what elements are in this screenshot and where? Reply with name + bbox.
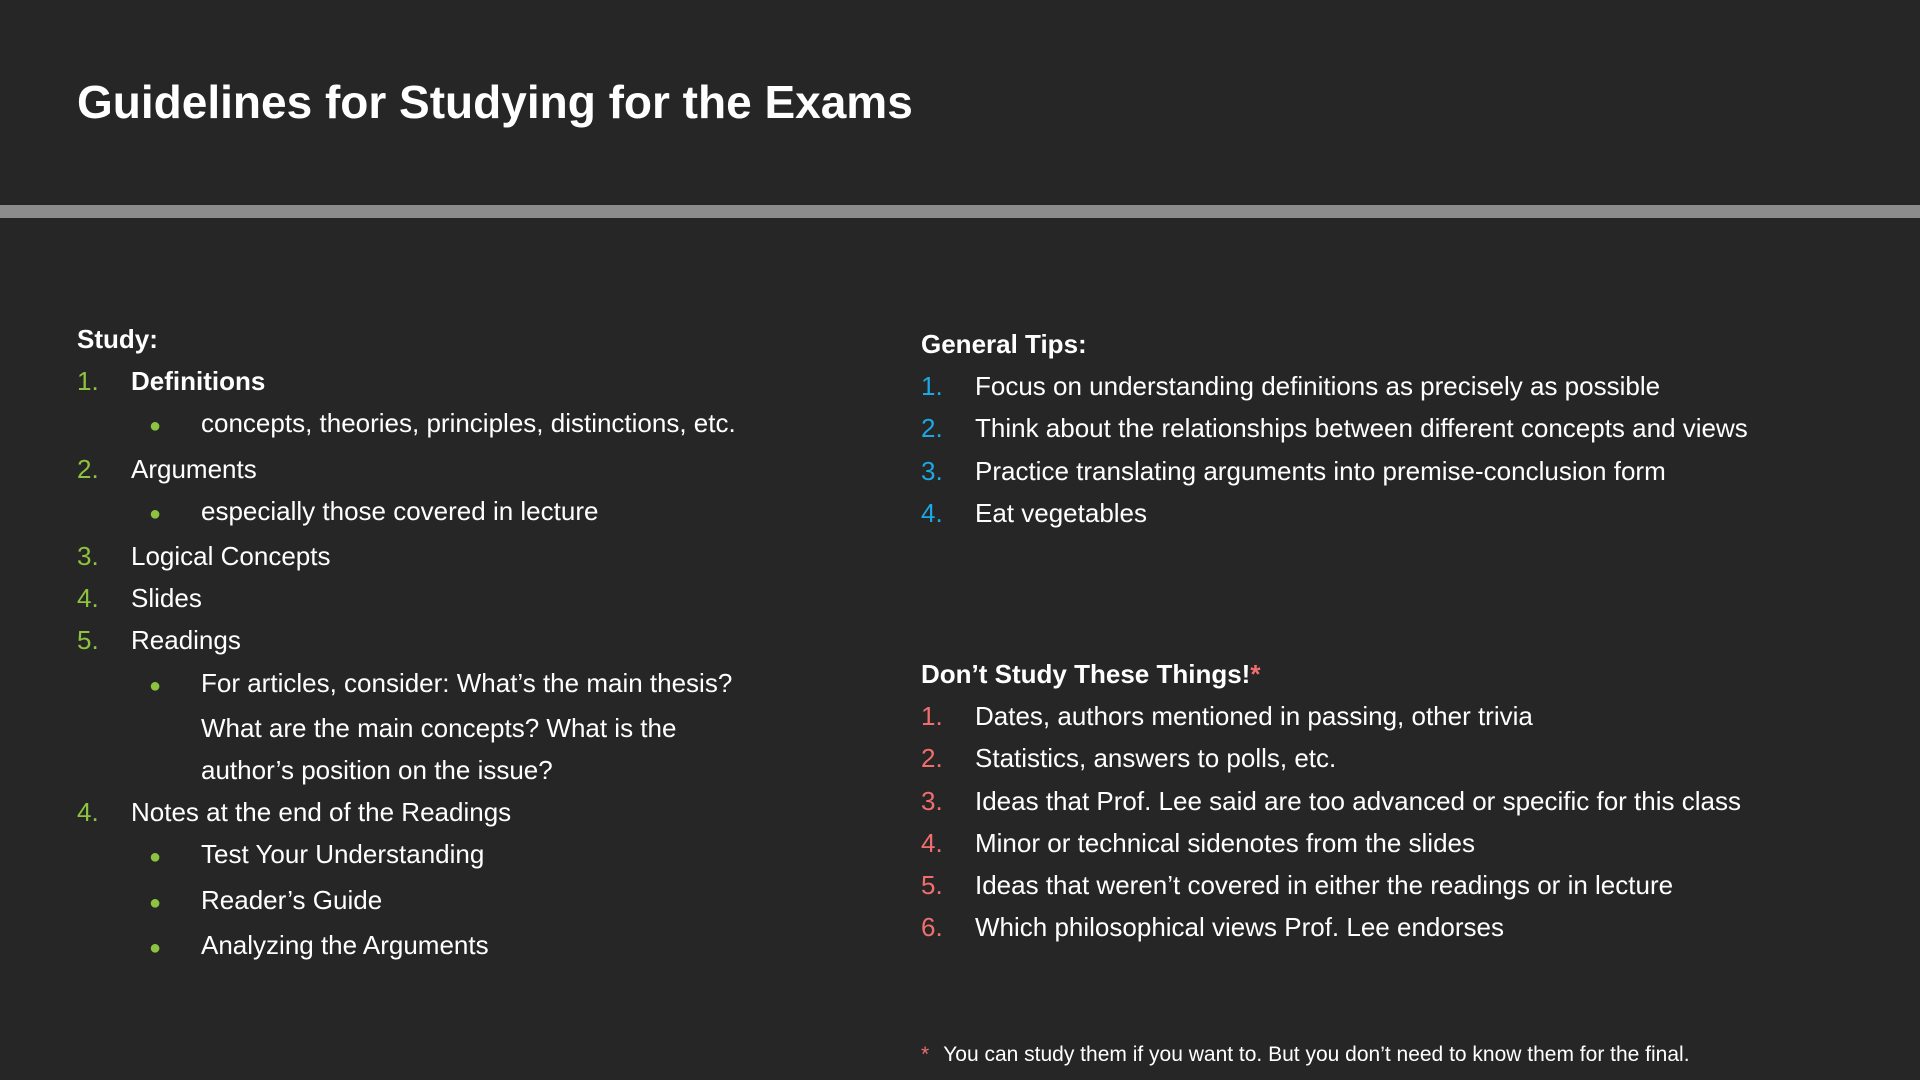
footnote [921, 1040, 1690, 1070]
tip-item-label: Eat vegetables [975, 497, 1148, 528]
study-item-number: 2. [77, 453, 99, 484]
tip-item-number: 3. [921, 455, 943, 486]
study-subitem-continuation [77, 707, 817, 749]
title-divider [0, 205, 1920, 218]
study-subitem-text: What are the main concepts? What is the [201, 712, 677, 743]
study-item-label: Notes at the end of the Readings [131, 797, 512, 828]
study-section [77, 318, 817, 969]
tip-item [921, 492, 1901, 534]
bullet-icon: ● [149, 936, 162, 959]
study-item-number: 5. [77, 625, 99, 656]
dont-study-item-label: Dates, authors mentioned in passing, other trivia [975, 701, 1533, 732]
footnote-asterisk: * [921, 1043, 930, 1066]
study-subitem [77, 924, 817, 969]
tip-item-number: 2. [921, 413, 943, 444]
bullet-icon: ● [149, 846, 162, 869]
study-item [77, 577, 817, 619]
study-subitem [77, 879, 817, 924]
study-item [77, 535, 817, 577]
dont-study-item [921, 822, 1901, 864]
dont-study-item-number: 6. [921, 912, 943, 943]
dont-study-item-number: 3. [921, 785, 943, 816]
study-subitem [77, 662, 817, 707]
tip-item [921, 365, 1901, 407]
footnote-text: You can study them if you want to. But you don’t need to know them for the final. [943, 1043, 1690, 1066]
dont-study-item-label: Minor or technical sidenotes from the slides [975, 827, 1476, 858]
bullet-icon: ● [149, 502, 162, 525]
bullet-icon: ● [149, 891, 162, 914]
study-item [77, 791, 817, 833]
dont-study-item [921, 906, 1901, 948]
study-item-label: Definitions [131, 366, 266, 397]
dont-study-item-label: Statistics, answers to polls, etc. [975, 743, 1337, 774]
study-item-label: Logical Concepts [131, 541, 331, 572]
study-subitem-text: For articles, consider: What’s the main thesis? [201, 667, 733, 698]
tip-item [921, 450, 1901, 492]
dont-study-item [921, 864, 1901, 906]
study-subitem-continuation [77, 749, 817, 791]
study-subitem-text: Reader’s Guide [201, 884, 383, 915]
dont-study-item-label: Which philosophical views Prof. Lee endorses [975, 912, 1504, 943]
tip-item-label: Focus on understanding definitions as precisely as possible [975, 371, 1661, 402]
dont-study-item-label: Ideas that Prof. Lee said are too advanced or specific for this class [975, 785, 1741, 816]
study-subitem [77, 490, 817, 535]
dont-study-item-number: 1. [921, 701, 943, 732]
dont-study-item-label: Ideas that weren’t covered in either the readings or in lecture [975, 870, 1674, 901]
study-item-number: 1. [77, 366, 99, 397]
dont-study-item-number: 4. [921, 827, 943, 858]
study-subitem-text: concepts, theories, principles, distinctions, etc. [201, 408, 736, 439]
dont-study-heading [921, 653, 1901, 695]
study-subitem-text: especially those covered in lecture [201, 495, 599, 526]
study-item-number: 3. [77, 541, 99, 572]
study-heading: Study: [77, 324, 158, 354]
dont-study-item [921, 780, 1901, 822]
study-item-number: 4. [77, 797, 99, 828]
study-subitem [77, 833, 817, 878]
tip-item-label: Think about the relationships between different concepts and views [975, 413, 1748, 444]
dont-study-item [921, 695, 1901, 737]
page-title: Guidelines for Studying for the Exams [77, 76, 913, 128]
bullet-icon: ● [149, 674, 162, 697]
tips-heading: General Tips: [921, 329, 1087, 359]
dont-study-item-number: 2. [921, 743, 943, 774]
study-item [77, 619, 817, 661]
dont-study-item-number: 5. [921, 870, 943, 901]
study-item-label: Arguments [131, 453, 257, 484]
tip-item-label: Practice translating arguments into premise-conclusion form [975, 455, 1666, 486]
dont-study-heading-text: Don’t Study These Things! [921, 659, 1251, 689]
study-item [77, 360, 817, 402]
study-subitem [77, 402, 817, 447]
tip-item-number: 1. [921, 371, 943, 402]
study-subitem-text: author’s position on the issue? [201, 755, 553, 786]
study-item [77, 448, 817, 490]
bullet-icon: ● [149, 415, 162, 438]
study-subitem-text: Test Your Understanding [201, 839, 485, 870]
tip-item [921, 407, 1901, 449]
study-item-label: Readings [131, 625, 241, 656]
study-item-label: Slides [131, 583, 202, 614]
tips-section [921, 323, 1901, 534]
dont-study-section [921, 653, 1901, 948]
dont-study-item [921, 737, 1901, 779]
study-subitem-text: Analyzing the Arguments [201, 929, 489, 960]
asterisk-mark: * [1250, 659, 1261, 689]
study-item-number: 4. [77, 583, 99, 614]
tip-item-number: 4. [921, 497, 943, 528]
